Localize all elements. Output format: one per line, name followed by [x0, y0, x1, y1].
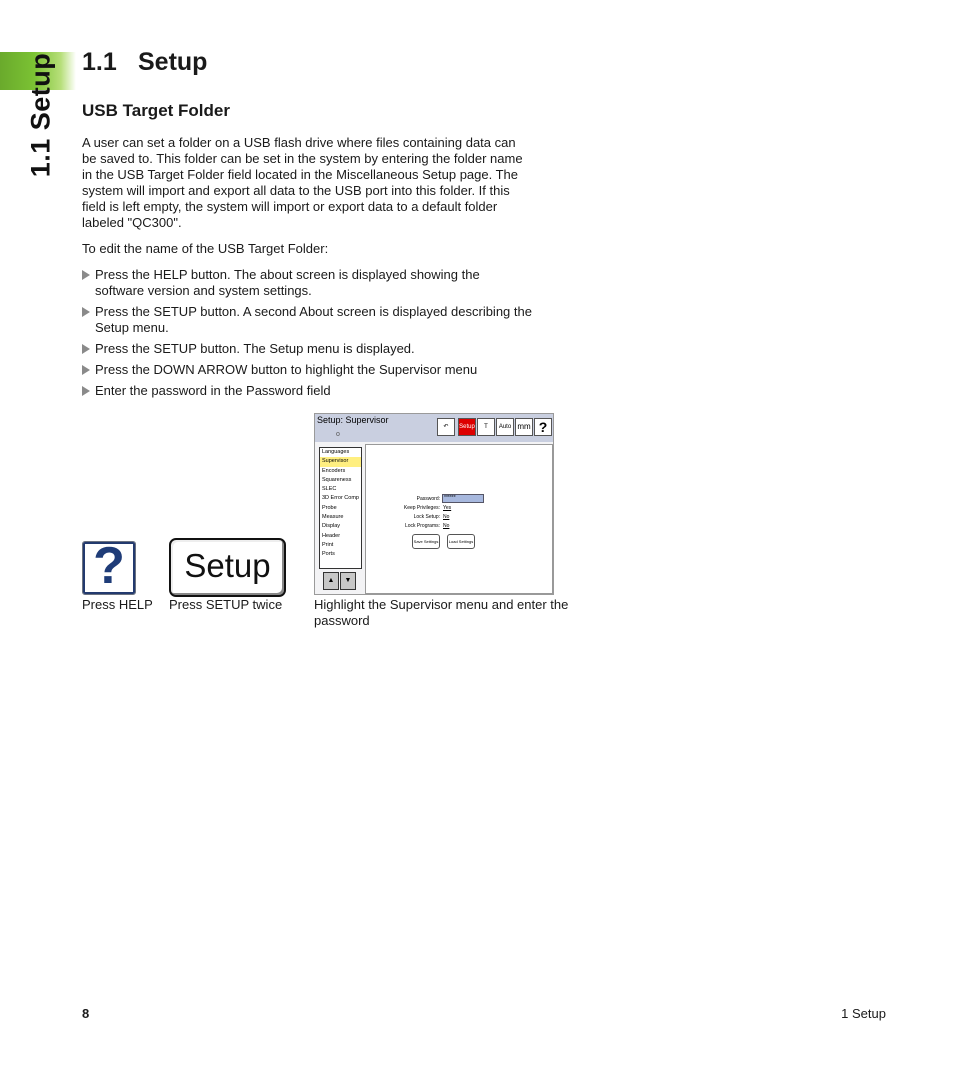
menu-item-selected: Supervisor — [320, 457, 361, 466]
caption-screen: Highlight the Supervisor menu and enter the password — [314, 597, 569, 628]
chapter-footer: 1 Setup — [841, 1006, 886, 1021]
menu-item: SLEC — [322, 486, 337, 493]
menu-item: Header — [322, 532, 341, 539]
menu-item: 3D Error Comp — [322, 495, 359, 502]
caption-help: Press HELP — [82, 597, 153, 612]
menu-item: Ports — [322, 551, 335, 558]
field-value: Yes — [443, 505, 452, 511]
down-arrow-icon: ▼ — [340, 572, 356, 590]
load-settings-button: Load Settings — [447, 534, 475, 549]
step-item: Press the HELP button. The about screen is displayed showing the software version and system settings. — [82, 267, 532, 299]
menu-item: Languages — [322, 449, 350, 455]
field-label: Lock Programs: — [404, 523, 440, 529]
field-value: No — [443, 514, 450, 520]
step-arrow-icon — [82, 365, 90, 375]
step-arrow-icon — [82, 270, 90, 280]
section-heading — [82, 48, 207, 77]
menu-item: Encoders — [322, 467, 346, 474]
screen-dot: o — [336, 431, 340, 438]
chapter-side-label: 1.1 Setup — [25, 52, 56, 178]
units-icon: mm — [515, 418, 533, 436]
field-value: No — [443, 523, 450, 529]
save-settings-button: Save Settings — [412, 534, 440, 549]
menu-item: Print — [322, 541, 334, 548]
menu-item: Squareness — [322, 476, 352, 483]
field-label: Keep Privileges: — [403, 505, 440, 511]
setup-tool-icon: Setup — [458, 418, 476, 436]
step-arrow-icon — [82, 344, 90, 354]
step-list — [82, 267, 532, 404]
subsection-heading: USB Target Folder — [82, 101, 230, 120]
setup-button-image: Setup — [169, 538, 286, 597]
setup-menu-list — [319, 447, 362, 569]
section-number: 1.1 — [82, 48, 117, 76]
up-arrow-icon: ▲ — [323, 572, 339, 590]
instructions-lead: To edit the name of the USB Target Folder: — [82, 241, 329, 256]
step-item: Enter the password in the Password field — [82, 383, 532, 399]
section-title: Setup — [138, 48, 208, 76]
step-item: Press the SETUP button. A second About screen is displayed describing the Setup menu. — [82, 304, 532, 336]
intro-paragraph: A user can set a folder on a USB flash drive where files containing data can be saved to. This folder can be set in the system by entering the folder name in the USB Target Folder field located in the Miscellaneous Setup page. The system will import and export all data to the USB port into this folder. If this field is left empty, the system will import or export data to a default folder labeled "QC300". — [82, 135, 523, 230]
field-label: Password: — [416, 496, 440, 502]
screen-title-bar — [315, 414, 553, 442]
axis-icon: T — [477, 418, 495, 436]
help-icon: ? — [534, 418, 552, 436]
field-label: Lock Setup: — [413, 514, 440, 520]
help-button-image — [82, 537, 136, 595]
caption-setup: Press SETUP twice — [169, 597, 283, 612]
auto-icon: Auto — [496, 418, 514, 436]
menu-item: Display — [322, 523, 341, 530]
undo-icon: ↶ — [437, 418, 455, 436]
menu-item: Measure — [322, 514, 344, 521]
menu-item: Probe — [322, 504, 337, 511]
step-arrow-icon — [82, 386, 90, 396]
step-arrow-icon — [82, 307, 90, 317]
step-item: Press the SETUP button. The Setup menu is displayed. — [82, 341, 532, 357]
screen-title: Setup: Supervisor — [317, 415, 389, 425]
page-number: 8 — [82, 1006, 90, 1021]
question-mark-icon: ? — [93, 537, 125, 595]
supervisor-screen-image — [314, 413, 554, 595]
step-item: Press the DOWN ARROW button to highlight the Supervisor menu — [82, 362, 532, 378]
password-field: ****** — [442, 494, 484, 503]
